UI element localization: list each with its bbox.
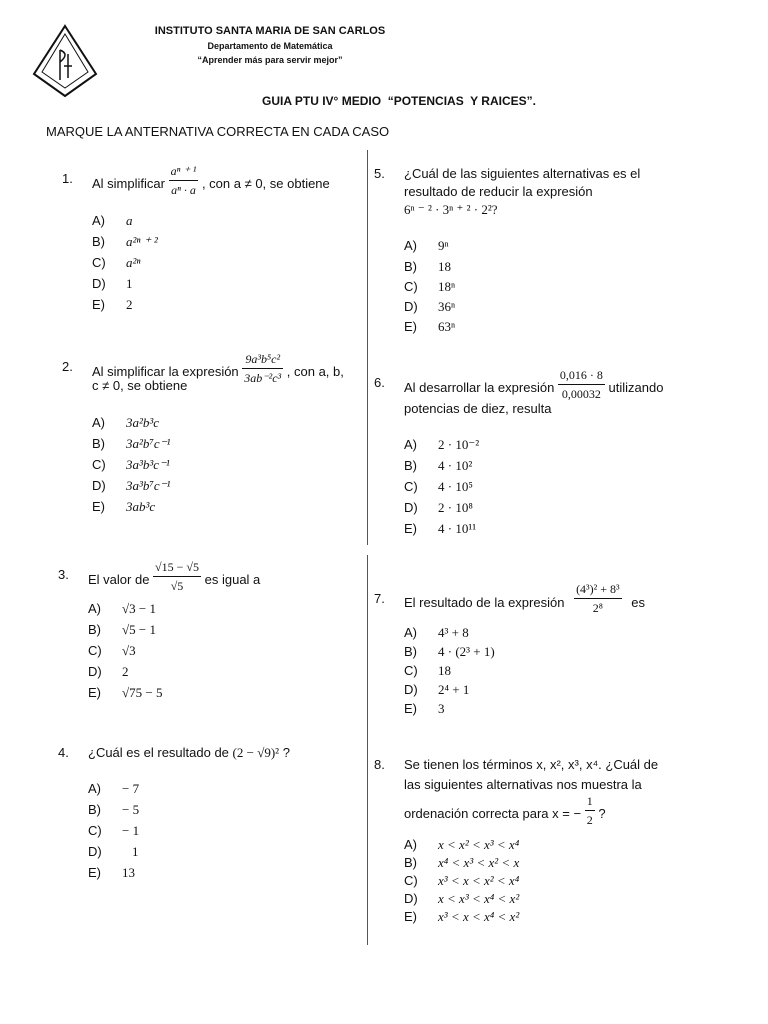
option-a[interactable]: A) − 7 [88, 781, 140, 796]
fraction [585, 792, 595, 829]
fraction-numerator: 0,016 · 8 [558, 366, 605, 385]
institution-name: INSTITUTO SANTA MARIA DE SAN CARLOS [154, 25, 386, 37]
option-d[interactable]: D) 2 · 10⁸ [404, 500, 473, 515]
question-number: 3. [58, 567, 69, 582]
option-e[interactable]: E) √75 − 5 [88, 685, 163, 700]
question-text: c ≠ 0, se obtiene [92, 378, 188, 393]
options-list [404, 237, 455, 338]
option-a[interactable]: A) 4³ + 8 [404, 625, 469, 640]
column-divider-top [367, 150, 368, 545]
option-b[interactable]: B) 3a²b⁷c⁻¹ [92, 436, 171, 451]
option-c[interactable]: C) 4 · 10⁵ [404, 479, 473, 494]
option-b[interactable]: B) 18 [404, 259, 451, 274]
fraction-numerator: 1 [585, 792, 595, 811]
question-text: potencias de diez, resulta [404, 401, 552, 416]
option-e[interactable]: E) 13 [88, 865, 135, 880]
question-text: El resultado de la expresión [404, 594, 565, 610]
fraction [153, 558, 201, 595]
option-b[interactable]: B) a²ⁿ ⁺ ² [92, 234, 158, 249]
option-c[interactable]: C) 18ⁿ [404, 279, 456, 294]
column-divider-bottom [367, 555, 368, 945]
option-b[interactable]: B) 4 · (2³ + 1) [404, 644, 495, 659]
question-text: las siguientes alternativas nos muestra la [404, 777, 642, 792]
option-a[interactable]: A) √3 − 1 [88, 601, 156, 616]
options-list [404, 624, 495, 719]
option-e[interactable]: E) 3 [404, 701, 445, 716]
fraction-numerator: (4³)² + 8³ [574, 580, 622, 599]
question-text: ? [282, 745, 290, 760]
option-d[interactable]: D) 1 [92, 276, 133, 291]
fraction-numerator: aⁿ ⁺ ¹ [169, 162, 199, 181]
option-e[interactable]: E) x³ < x < x⁴ < x² [404, 909, 520, 924]
options-list [92, 414, 170, 519]
school-crest-icon [30, 24, 100, 98]
option-b[interactable]: B) x⁴ < x³ < x² < x [404, 855, 520, 870]
question-number: 7. [374, 591, 385, 606]
option-b[interactable]: B) − 5 [88, 802, 140, 817]
option-b[interactable]: B) √5 − 1 [88, 622, 156, 637]
question-text: es [631, 594, 645, 610]
question-number: 5. [374, 166, 385, 181]
fraction-denominator: 0,00032 [561, 387, 601, 401]
option-c[interactable]: C) x³ < x < x² < x⁴ [404, 873, 520, 888]
fraction-denominator: 3ab⁻²c³ [244, 371, 282, 385]
question-text: , con a ≠ 0, se obtiene [201, 175, 330, 191]
option-c[interactable]: C) √3 [88, 643, 136, 658]
question-number: 6. [374, 375, 385, 390]
question-text: Al simplificar la expresión [92, 363, 239, 379]
question-number: 1. [62, 171, 73, 186]
question-number: 4. [58, 745, 69, 760]
department-name: Departamento de Matemática [207, 41, 333, 51]
options-list [92, 212, 158, 317]
option-a[interactable]: A) a [92, 213, 133, 228]
question-number: 8. [374, 757, 385, 772]
fraction [558, 366, 605, 403]
fraction-numerator: 9a³b⁵c² [242, 350, 283, 369]
fraction-denominator: 2 [586, 813, 593, 827]
option-d[interactable]: D) 3a³b⁷c⁻¹ [92, 478, 171, 493]
options-list [88, 600, 162, 705]
fraction [169, 162, 199, 199]
option-c[interactable]: C) 3a³b³c⁻¹ [92, 457, 170, 472]
question-text: ordenación correcta para x = − [404, 805, 582, 821]
option-d[interactable]: D) 2 [88, 664, 129, 679]
question-text: Al simplificar [92, 175, 165, 191]
question-number: 2. [62, 359, 73, 374]
expression: 6ⁿ ⁻ ² · 3ⁿ ⁺ ² · 2²? [404, 202, 498, 217]
option-d[interactable]: D) x < x³ < x⁴ < x² [404, 891, 520, 906]
question-text: es igual a [204, 571, 261, 587]
fraction-denominator: √5 [170, 579, 184, 593]
option-c[interactable]: C) − 1 [88, 823, 140, 838]
question-text: ¿Cuál es el resultado de [88, 745, 229, 760]
fraction [242, 350, 283, 387]
option-e[interactable]: E) 4 · 10¹¹ [404, 521, 477, 536]
option-e[interactable]: E) 3ab³c [92, 499, 156, 514]
option-a[interactable]: A) 2 · 10⁻² [404, 437, 480, 452]
fraction-numerator: √15 − √5 [153, 558, 201, 577]
guide-title: GUIA PTU IV° MEDIO “POTENCIAS Y RAICES”. [262, 94, 536, 108]
option-a[interactable]: A) 3a²b³c [92, 415, 160, 430]
option-d[interactable]: D) 1 [88, 844, 139, 859]
option-a[interactable]: A) 9ⁿ [404, 238, 449, 253]
option-d[interactable]: D) 36ⁿ [404, 299, 456, 314]
question-text: utilizando [608, 379, 664, 395]
instruction: MARQUE LA ANTERNATIVA CORRECTA EN CADA CASO [46, 124, 390, 139]
question-text: resultado de reducir la expresión [404, 184, 593, 199]
question-text: Se tienen los términos x, x², x³, x⁴. ¿Cuál de [404, 757, 659, 772]
options-list [404, 436, 479, 541]
option-e[interactable]: E) 63ⁿ [404, 319, 456, 334]
question-text: ? [598, 805, 606, 821]
motto: “Aprender más para servir mejor” [197, 55, 343, 65]
option-b[interactable]: B) 4 · 10² [404, 458, 473, 473]
question-text: Al desarrollar la expresión [404, 379, 555, 395]
options-list [404, 836, 519, 926]
expression: (2 − √9)² [232, 745, 280, 760]
question-text: , con a, b, [286, 363, 344, 379]
option-d[interactable]: D) 2⁴ + 1 [404, 682, 470, 697]
option-c[interactable]: C) 18 [404, 663, 451, 678]
option-c[interactable]: C) a²ⁿ [92, 255, 141, 270]
fraction [574, 580, 622, 617]
fraction-denominator: aⁿ · a [171, 183, 196, 197]
options-list [88, 780, 139, 885]
option-e[interactable]: E) 2 [92, 297, 133, 312]
question-text: El valor de [88, 571, 150, 587]
option-a[interactable]: A) x < x² < x³ < x⁴ [404, 837, 520, 852]
fraction-denominator: 2⁸ [592, 601, 603, 615]
question-text: ¿Cuál de las siguientes alternativas es el [404, 166, 641, 181]
